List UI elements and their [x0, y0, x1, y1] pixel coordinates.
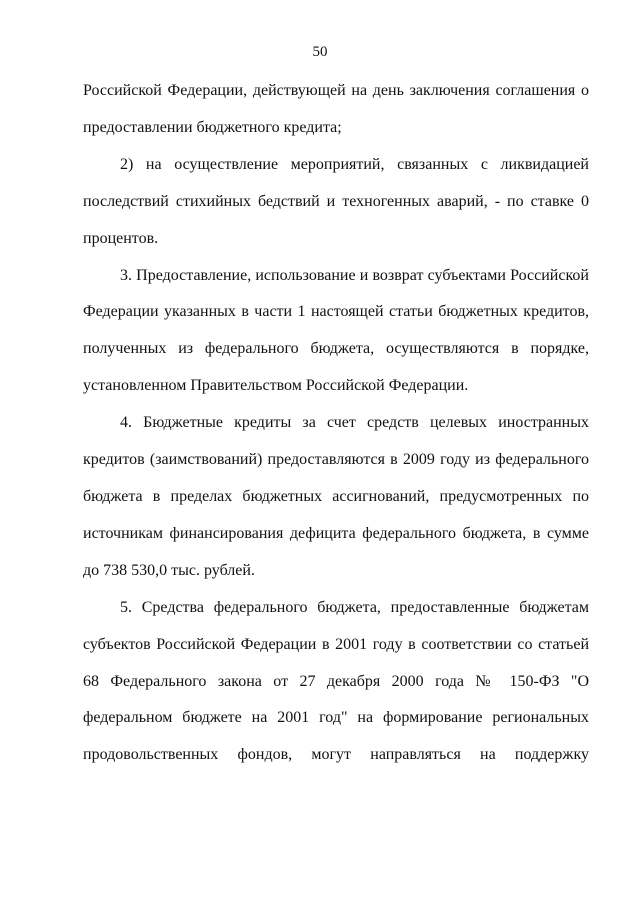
paragraph-item-4: 4. Бюджетные кредиты за счет средств целевых иностранных кредитов (заимствований) предоставляются в 2009 году из федерального бюджета в пределах бюджетных ассигнований, предусмотренных по источникам финансирования дефицита федерального бюджета, в сумме до 738 530,0 тыс. рублей. — [83, 414, 589, 579]
document-body — [83, 73, 589, 774]
page-number: 50 — [312, 44, 328, 60]
paragraph-item-3: 3. Предоставление, использование и возврат субъектами Российской Федерации указанных в части 1 настоящей статьи бюджетных кредитов, полученных из федерального бюджета, осуществляются в порядке, установленном Правительством Российской Федерации. — [83, 266, 589, 395]
paragraph-item-5: 5. Средства федерального бюджета, предоставленные бюджетам субъектов Российской Федерации в 2001 году в соответствии со статьей 68 Федерального закона от 27 декабря 2000 года № 150-ФЗ "О федеральном бюджете на 2001 год" на формирование региональных продовольственных фондов, могут направляться на поддержку — [83, 598, 589, 764]
paragraph-continuation: Российской Федерации, действующей на день заключения соглашения о предоставлении бюджетного кредита; — [83, 82, 589, 136]
paragraph-item-2: 2) на осуществление мероприятий, связанных с ликвидацией последствий стихийных бедствий и техногенных аварий, - по ставке 0 процентов. — [83, 155, 589, 247]
